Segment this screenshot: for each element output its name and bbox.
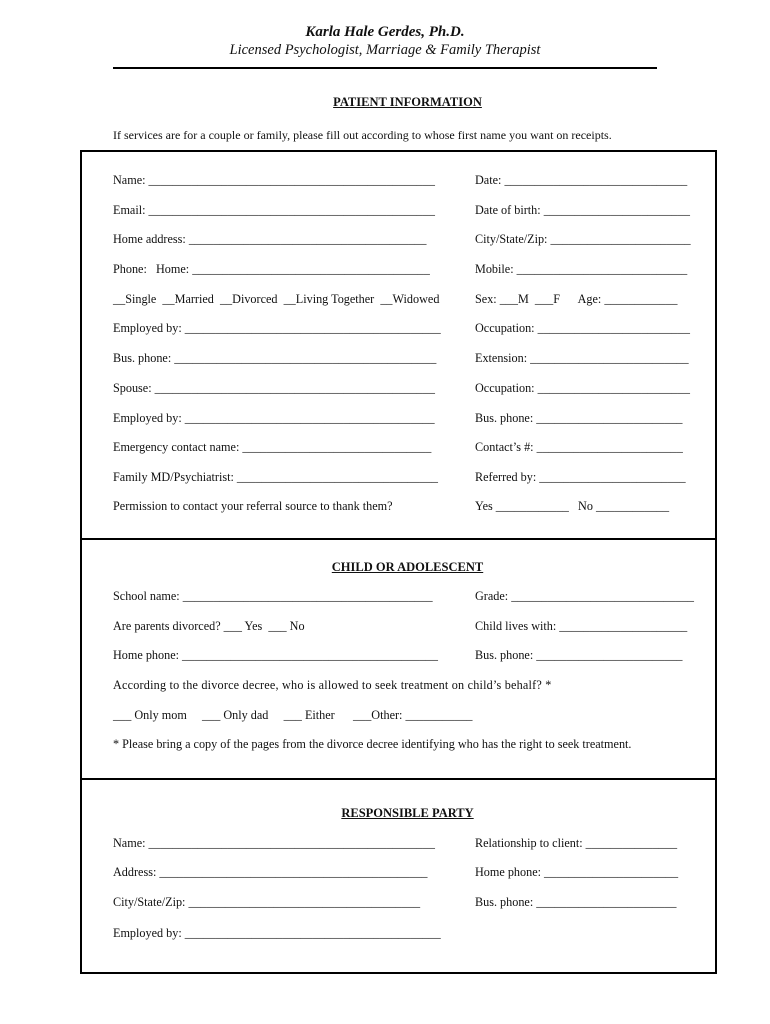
- email-field[interactable]: Email: _______________________________________________: [113, 203, 435, 217]
- responsible-city-state-zip-field[interactable]: City/State/Zip: ______________________________________: [113, 895, 421, 909]
- referral-permission-question: Permission to contact your referral source to thank them?: [113, 499, 393, 513]
- spouse-business-phone-field[interactable]: Bus. phone: ________________________: [475, 411, 683, 425]
- spouse-field[interactable]: Spouse: ______________________________________________: [113, 381, 435, 395]
- contact-number-field[interactable]: Contact’s #: ________________________: [475, 440, 683, 454]
- divorce-decree-options[interactable]: ___ Only mom ___ Only dad ___ Either ___Other: ___________: [113, 708, 473, 722]
- patient-information-title: PATIENT INFORMATION: [333, 95, 482, 109]
- practitioner-name: Karla Hale Gerdes, Ph.D.: [305, 24, 465, 40]
- city-state-zip-field[interactable]: City/State/Zip: _______________________: [475, 232, 691, 246]
- mobile-field[interactable]: Mobile: ____________________________: [475, 262, 688, 276]
- child-home-phone-field[interactable]: Home phone: __________________________________________: [113, 648, 438, 662]
- date-of-birth-field[interactable]: Date of birth: ________________________: [475, 203, 690, 217]
- child-business-phone-field[interactable]: Bus. phone: ________________________: [475, 648, 683, 662]
- child-adolescent-title: CHILD OR ADOLESCENT: [331, 560, 484, 574]
- practitioner-title: Licensed Psychologist, Marriage & Family Therapist: [229, 42, 541, 58]
- responsible-name-field[interactable]: Name: _______________________________________________: [113, 836, 435, 850]
- occupation-field[interactable]: Occupation: _________________________: [475, 321, 690, 335]
- grade-field[interactable]: Grade: ______________________________: [475, 589, 695, 603]
- name-field[interactable]: Name: _______________________________________________: [113, 173, 435, 187]
- patient-intro-text: If services are for a couple or family, please fill out according to whose first name you want on receipts.: [113, 128, 612, 142]
- school-name-field[interactable]: School name: _________________________________________: [113, 589, 433, 603]
- responsible-business-phone-field[interactable]: Bus. phone: _______________________: [475, 895, 677, 909]
- spouse-occupation-field[interactable]: Occupation: _________________________: [475, 381, 690, 395]
- child-lives-with-field[interactable]: Child lives with: _____________________: [475, 619, 688, 633]
- responsible-employed-by-field[interactable]: Employed by: __________________________________________: [113, 926, 441, 940]
- business-phone-field[interactable]: Bus. phone: ___________________________________________: [113, 351, 437, 365]
- referred-by-field[interactable]: Referred by: ________________________: [475, 470, 686, 484]
- parents-divorced-field[interactable]: Are parents divorced? ___ Yes ___ No: [113, 619, 305, 633]
- home-phone-field[interactable]: Phone: Home: _______________________________________: [113, 262, 430, 276]
- divorce-decree-question: According to the divorce decree, who is allowed to seek treatment on child’s behalf? *: [113, 678, 552, 692]
- header-divider: [113, 67, 657, 69]
- extension-field[interactable]: Extension: __________________________: [475, 351, 689, 365]
- marital-status-options[interactable]: __Single __Married __Divorced __Living Together __Widowed: [113, 292, 440, 306]
- divorce-decree-note: * Please bring a copy of the pages from the divorce decree identifying who has the right to seek treatment.: [113, 737, 632, 751]
- employed-by-field[interactable]: Employed by: __________________________________________: [113, 321, 441, 335]
- relationship-to-client-field[interactable]: Relationship to client: _______________: [475, 836, 678, 850]
- sex-age-field[interactable]: Sex: ___M ___F Age: ____________: [475, 292, 678, 306]
- family-md-field[interactable]: Family MD/Psychiatrist: _________________________________: [113, 470, 439, 484]
- responsible-address-field[interactable]: Address: ____________________________________________: [113, 865, 428, 879]
- home-address-field[interactable]: Home address: _______________________________________: [113, 232, 427, 246]
- emergency-contact-field[interactable]: Emergency contact name: _______________________________: [113, 440, 432, 454]
- responsible-party-title: RESPONSIBLE PARTY: [341, 806, 474, 820]
- referral-permission-yes-no[interactable]: Yes ____________ No ____________: [475, 499, 670, 513]
- responsible-home-phone-field[interactable]: Home phone: ______________________: [475, 865, 679, 879]
- date-field[interactable]: Date: ______________________________: [475, 173, 688, 187]
- spouse-employed-by-field[interactable]: Employed by: _________________________________________: [113, 411, 435, 425]
